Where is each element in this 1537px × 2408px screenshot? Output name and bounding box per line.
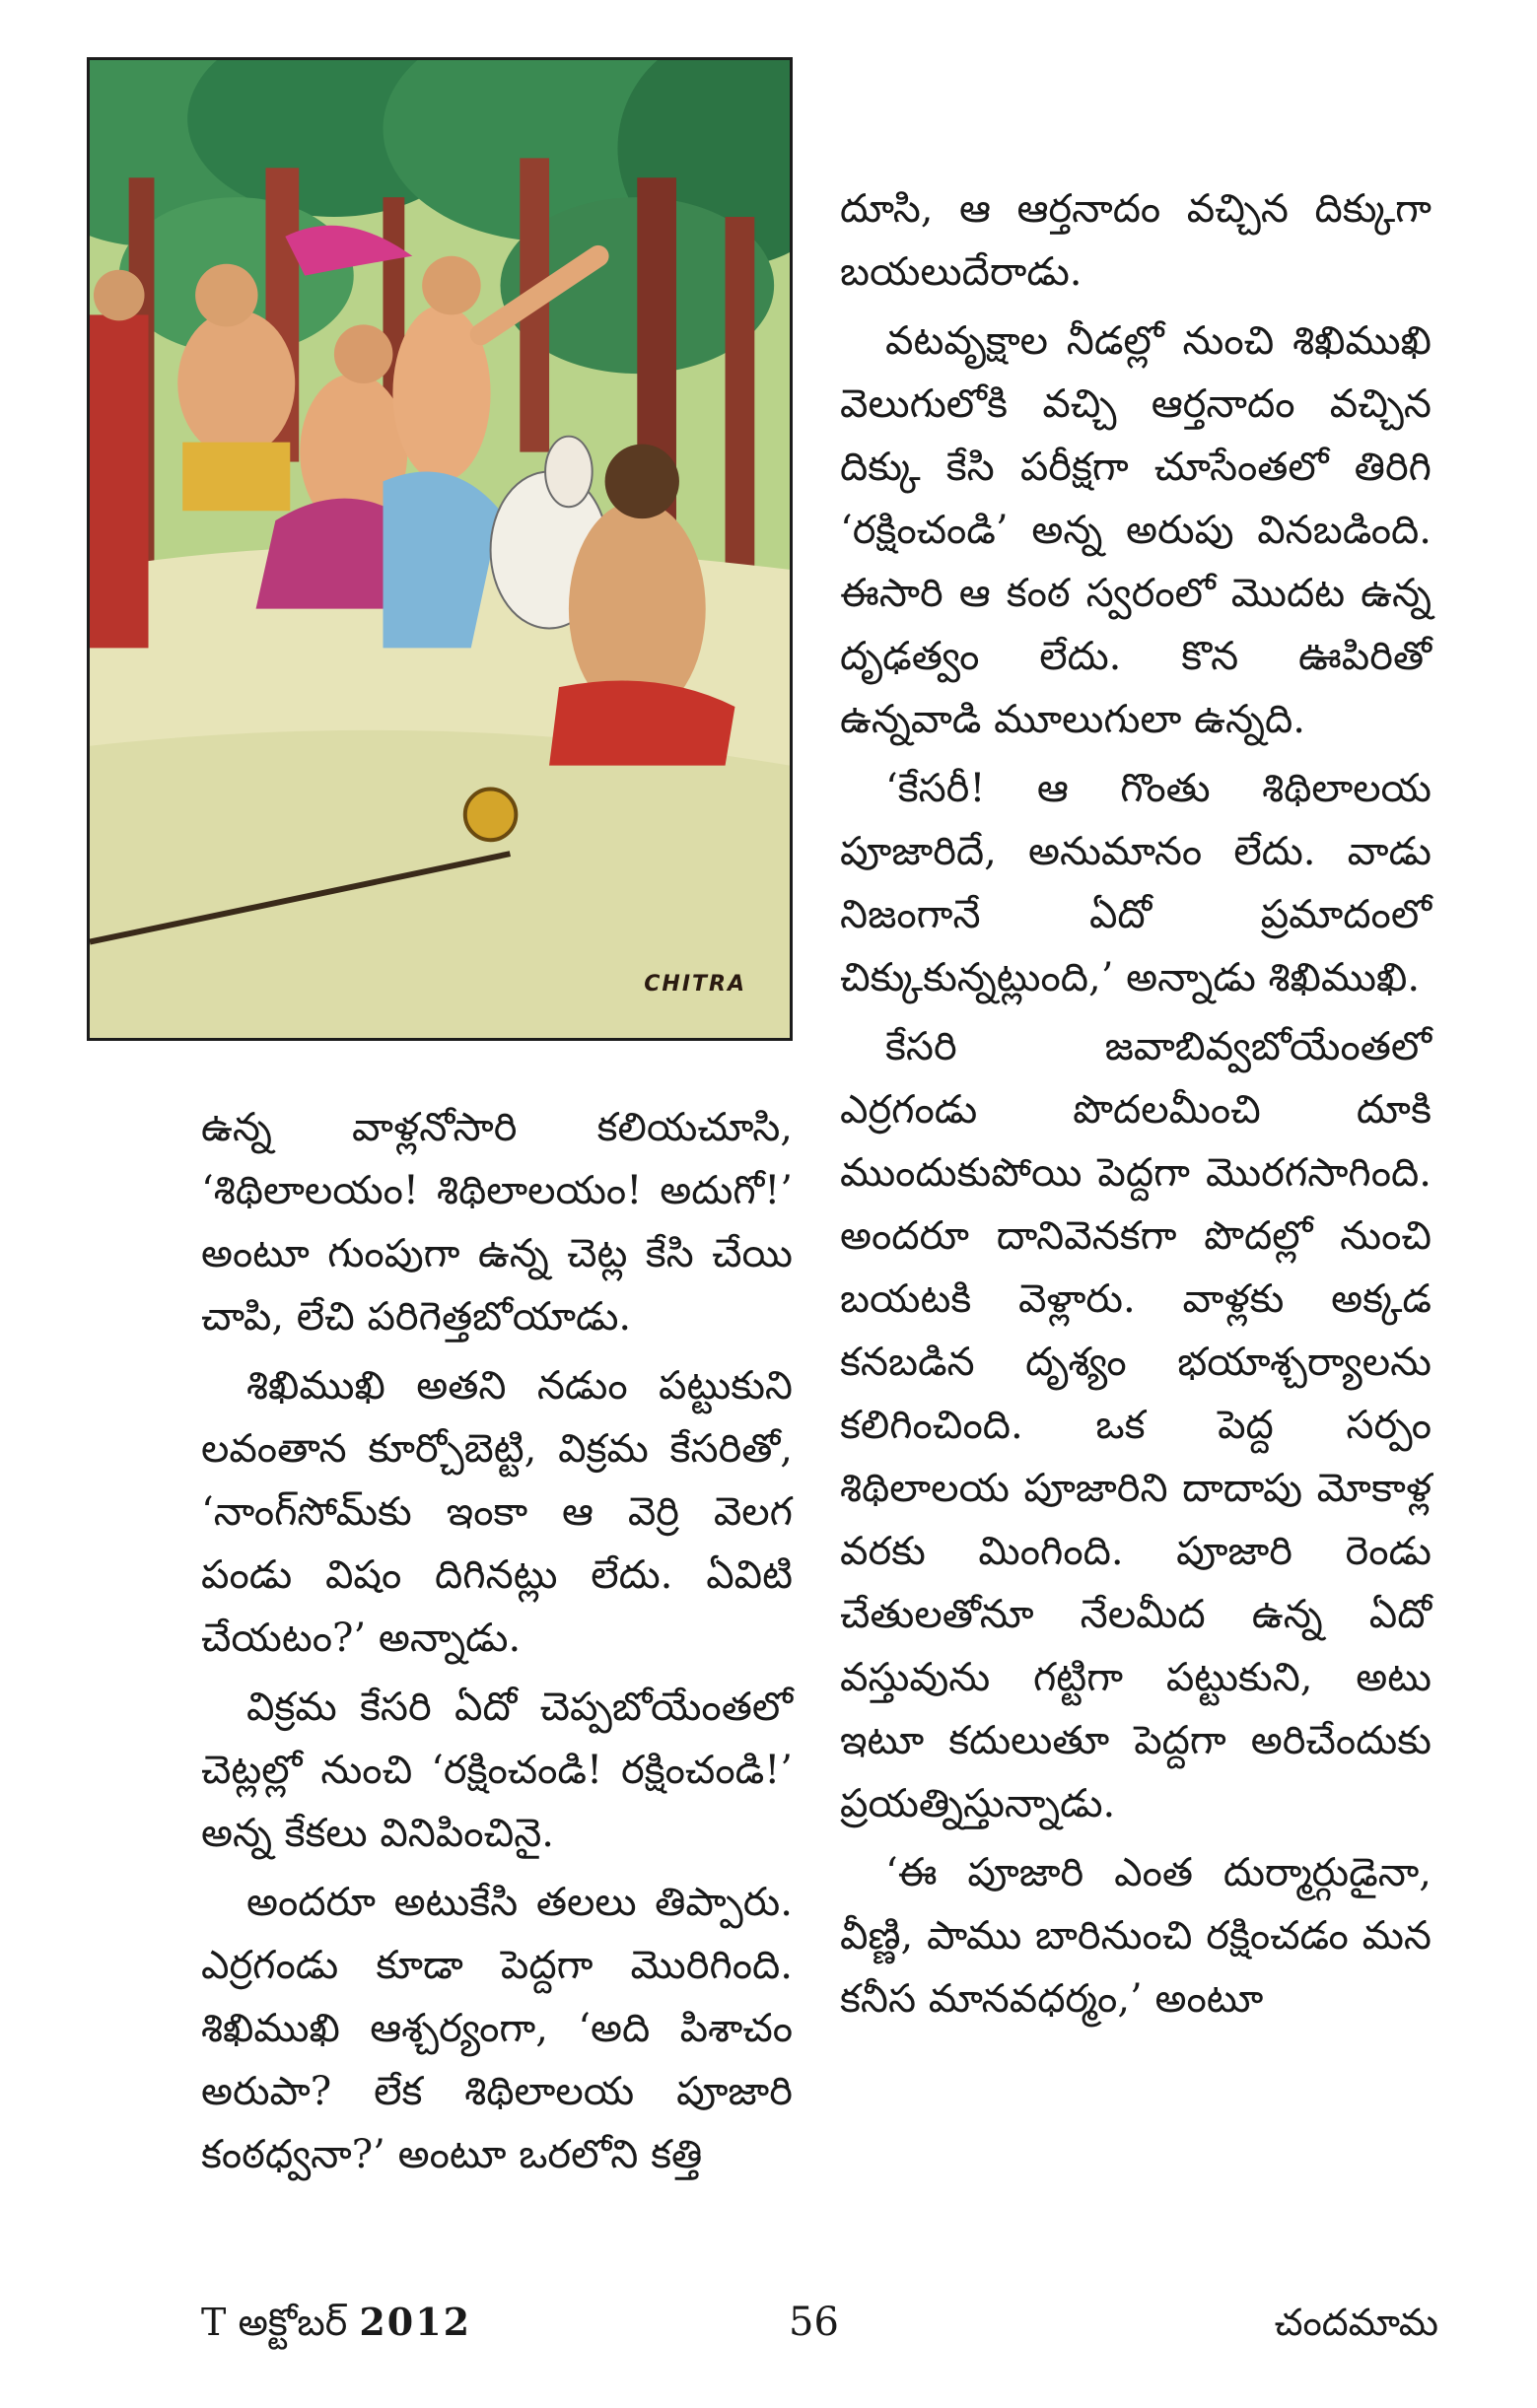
paragraph: ‘కేసరీ! ఆ గొంతు శిథిలాలయ పూజారిదే, అనుమానం లేదు. వాడు నిజంగానే ఏదో ప్రమాదంలో చిక్కుకున్నట్లుంది,’ అన్నాడు శిఖిముఖి. [840,766,1432,1000]
paragraph: అందరూ అటుకేసి తలలు తిప్పారు. ఎర్రగండు కూడా పెద్దగా మొరిగింది. శిఖిముఖి ఆశ్చర్యంగా, ‘అది పిశాచం అరుపా? లేక శిథిలాలయ పూజారి కంఠధ్వనా?’ అంటూ ఒరలోని కత్తి [201,1880,793,2177]
paragraph: విక్రమ కేసరి ఏదో చెప్పబోయేంతలో చెట్లల్లో నుంచి ‘రక్షించండి! రక్షించండి!’ అన్న కేకలు వినిపించినై. [201,1685,793,1856]
magazine-name: చందమామ [1274,2301,1438,2344]
paragraph: ‘ఈ పూజారి ఎంత దుర్మార్గుడైనా, వీణ్ణి, పాము బారినుంచి రక్షించడం మన కనీస మానవధర్మం,’ అంటూ [840,1850,1432,2022]
page-number: 56 [789,2300,839,2345]
right-text-column [840,177,1432,2036]
paragraph: శిఖిముఖి అతని నడుం పట్టుకుని లవంతాన కూర్చోబెట్టి, విక్రమ కేసరితో, ‘నాంగ్‌సోమ్‌కు ఇంకా ఆ వెర్రి వెలగ పండు విషం దిగినట్లు లేదు. ఏవిటి చేయటం?’ అన్నాడు. [201,1363,793,1661]
left-text-column [201,1096,793,2192]
story-illustration [87,57,793,1041]
paragraph: కేసరి జవాబివ్వబోయేంతలో ఎర్రగండు పొదలమీంచి దూకి ముందుకుపోయి పెద్దగా మొరగసాగింది. అందరూ దానివెనకగా పొదల్లో నుంచి బయటకి వెళ్లారు. వాళ్లకు అక్కడ కనబడిన దృశ్యం భయాశ్చర్యాలను కలిగించింది. ఒక పెద్ద సర్పం శిథిలాలయ పూజారిని దాదాపు మోకాళ్ల వరకు మింగింది. పూజారి రెండు చేతులతోనూ నేలమీద ఉన్న ఏదో వస్తువును గట్టిగా పట్టుకుని, అటు ఇటూ కదులుతూ పెద్దగా అరిచేందుకు ప్రయత్నిస్తున్నాడు. [840,1024,1432,1826]
forest-scene-illustration [90,60,790,1038]
footer-issue-date [201,2293,471,2352]
footer-marker: T [201,2301,227,2344]
footer-year: 2012 [359,2300,472,2344]
paragraph: దూసి, ఆ ఆర్తనాదం వచ్చిన దిక్కుగా బయలుదేరాడు. [840,186,1432,295]
paragraph: ఉన్న వాళ్లనోసారి కలియచూసి, ‘శిథిలాలయం! శిథిలాలయం! అదుగో!’ అంటూ గుంపుగా ఉన్న చెట్ల కేసి చేయి చాపి, లేచి పరిగెత్తబోయాడు. [201,1105,793,1340]
artist-signature: CHITRA [644,972,746,997]
footer-month: అక్టోబర్ [238,2301,348,2344]
paragraph: వటవృక్షాల నీడల్లో నుంచి శిఖిముఖి వెలుగులోకి వచ్చి ఆర్తనాదం వచ్చిన దిక్కు కేసి పరీక్షగా చూసేంతలో తిరిగి ‘రక్షించండి’ అన్న అరుపు వినబడింది. ఈసారి ఆ కంఠ స్వరంలో మొదట ఉన్న దృఢత్వం లేదు. కొన ఊపిరితో ఉన్నవాడి మూలుగులా ఉన్నది. [840,318,1432,742]
